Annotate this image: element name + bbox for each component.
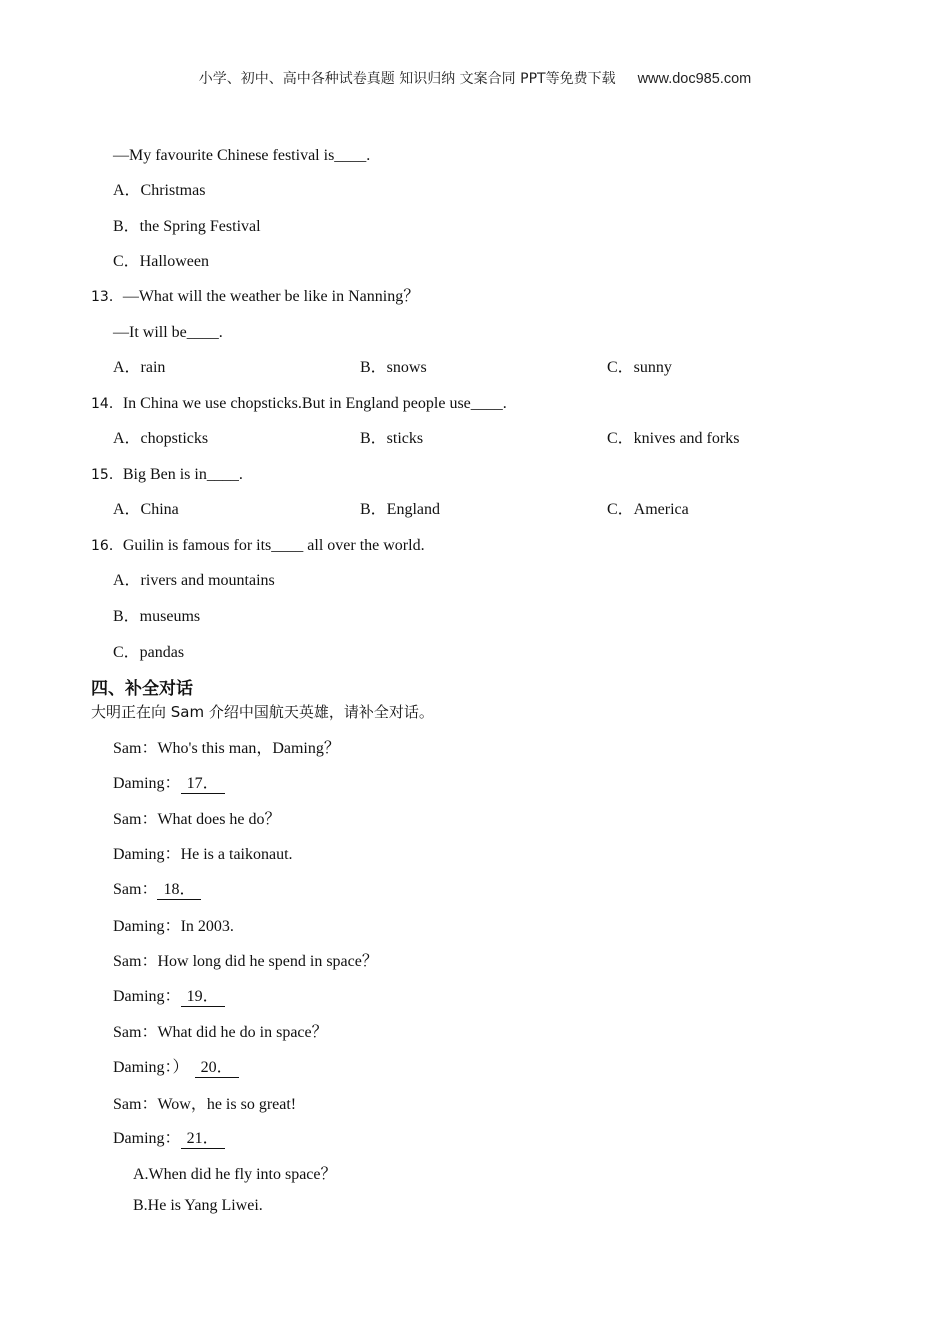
dialogue-text: What does he do？ xyxy=(157,811,281,828)
page-header xyxy=(0,68,950,90)
q12-option-c: C．Halloween xyxy=(113,253,209,270)
dialogue-text: What did he do in space？ xyxy=(157,1024,328,1041)
q13-number: 13． xyxy=(91,289,123,305)
speaker: Daming： xyxy=(113,846,181,863)
q14-text: In China we use chopsticks.But in England people use____. xyxy=(122,395,507,412)
answer-blank-19[interactable]: 19． xyxy=(181,988,225,1007)
q16-number: 16． xyxy=(91,538,123,554)
dialogue-text: How long did he spend in space？ xyxy=(157,953,378,970)
q16-text: Guilin is famous for its____ all over the world. xyxy=(122,537,425,554)
q16-option-c: C．pandas xyxy=(113,644,185,661)
answer-blank-20[interactable]: 20． xyxy=(195,1059,239,1078)
speaker: Daming： xyxy=(113,988,181,1005)
speaker: Daming： xyxy=(113,918,181,935)
q13-option-a: A．rain xyxy=(113,359,166,376)
dialogue-line xyxy=(113,917,234,937)
choice-b: B.He is Yang Liwei. xyxy=(133,1197,263,1214)
q16-question xyxy=(91,536,425,556)
dialogue-line xyxy=(113,845,293,865)
choice-a: A.When did he fly into space？ xyxy=(133,1166,337,1183)
q14-number: 14． xyxy=(91,396,123,412)
speaker: Sam： xyxy=(113,953,158,970)
dialogue-line xyxy=(113,739,340,759)
answer-blank-18[interactable]: 18． xyxy=(157,881,201,900)
q14-option-c: C．knives and forks xyxy=(607,430,740,447)
q15-question xyxy=(91,465,243,485)
q15-text: Big Ben is in____. xyxy=(122,466,243,483)
q12-answer-line: —My favourite Chinese festival is____. xyxy=(113,147,371,164)
q16-option-a: A．rivers and mountains xyxy=(113,572,275,589)
dialogue-line xyxy=(113,810,281,830)
q16-option-b: B．museums xyxy=(113,608,201,625)
speaker: Sam： xyxy=(113,881,158,898)
section4-title: 四、补全对话 xyxy=(91,679,193,699)
dialogue-line xyxy=(113,1023,328,1043)
header-site: www.doc985.com xyxy=(637,71,752,87)
speaker: Sam： xyxy=(113,1096,158,1113)
dialogue-line xyxy=(113,1058,239,1078)
header-text: 小学、初中、高中各种试卷真题 知识归纳 文案合同 PPT等免费下载 xyxy=(198,71,616,87)
q14-question xyxy=(91,394,507,414)
q12-option-a: A．Christmas xyxy=(113,182,206,199)
dialogue-text: He is a taikonaut. xyxy=(180,846,293,863)
dialogue-line xyxy=(113,1095,296,1115)
speaker: Sam： xyxy=(113,740,158,757)
speaker: Sam： xyxy=(113,811,158,828)
q15-number: 15． xyxy=(91,467,123,483)
answer-blank-21[interactable]: 21． xyxy=(181,1130,225,1149)
dialogue-line xyxy=(113,987,225,1007)
answer-blank-17[interactable]: 17． xyxy=(181,775,225,794)
speaker: Sam： xyxy=(113,1024,158,1041)
dialogue-line xyxy=(113,774,225,794)
speaker: Daming： xyxy=(113,775,181,792)
q15-option-b: B．England xyxy=(360,501,440,518)
section4-instruction: 大明正在向 Sam 介绍中国航天英雄，请补全对话。 xyxy=(91,703,434,721)
q12-option-b: B．the Spring Festival xyxy=(113,218,261,235)
dialogue-line xyxy=(113,880,201,900)
dialogue-text: Who's this man，Daming？ xyxy=(157,740,340,757)
dialogue-line xyxy=(113,952,378,972)
dialogue-text: In 2003. xyxy=(180,918,234,935)
dialogue-text: Wow，he is so great! xyxy=(157,1096,297,1113)
q13-text: —What will the weather be like in Nanning？ xyxy=(122,288,420,305)
dialogue-line xyxy=(113,1129,225,1149)
q13-option-b: B．snows xyxy=(360,359,427,376)
q14-option-b: B．sticks xyxy=(360,430,424,447)
speaker: Daming：） xyxy=(113,1059,189,1076)
q15-option-c: C．America xyxy=(607,501,689,518)
q15-option-a: A．China xyxy=(113,501,179,518)
speaker: Daming： xyxy=(113,1130,181,1147)
q13-answer-line: —It will be____. xyxy=(113,324,223,341)
q13-question xyxy=(91,287,419,307)
q13-option-c: C．sunny xyxy=(607,359,672,376)
q14-option-a: A．chopsticks xyxy=(113,430,209,447)
